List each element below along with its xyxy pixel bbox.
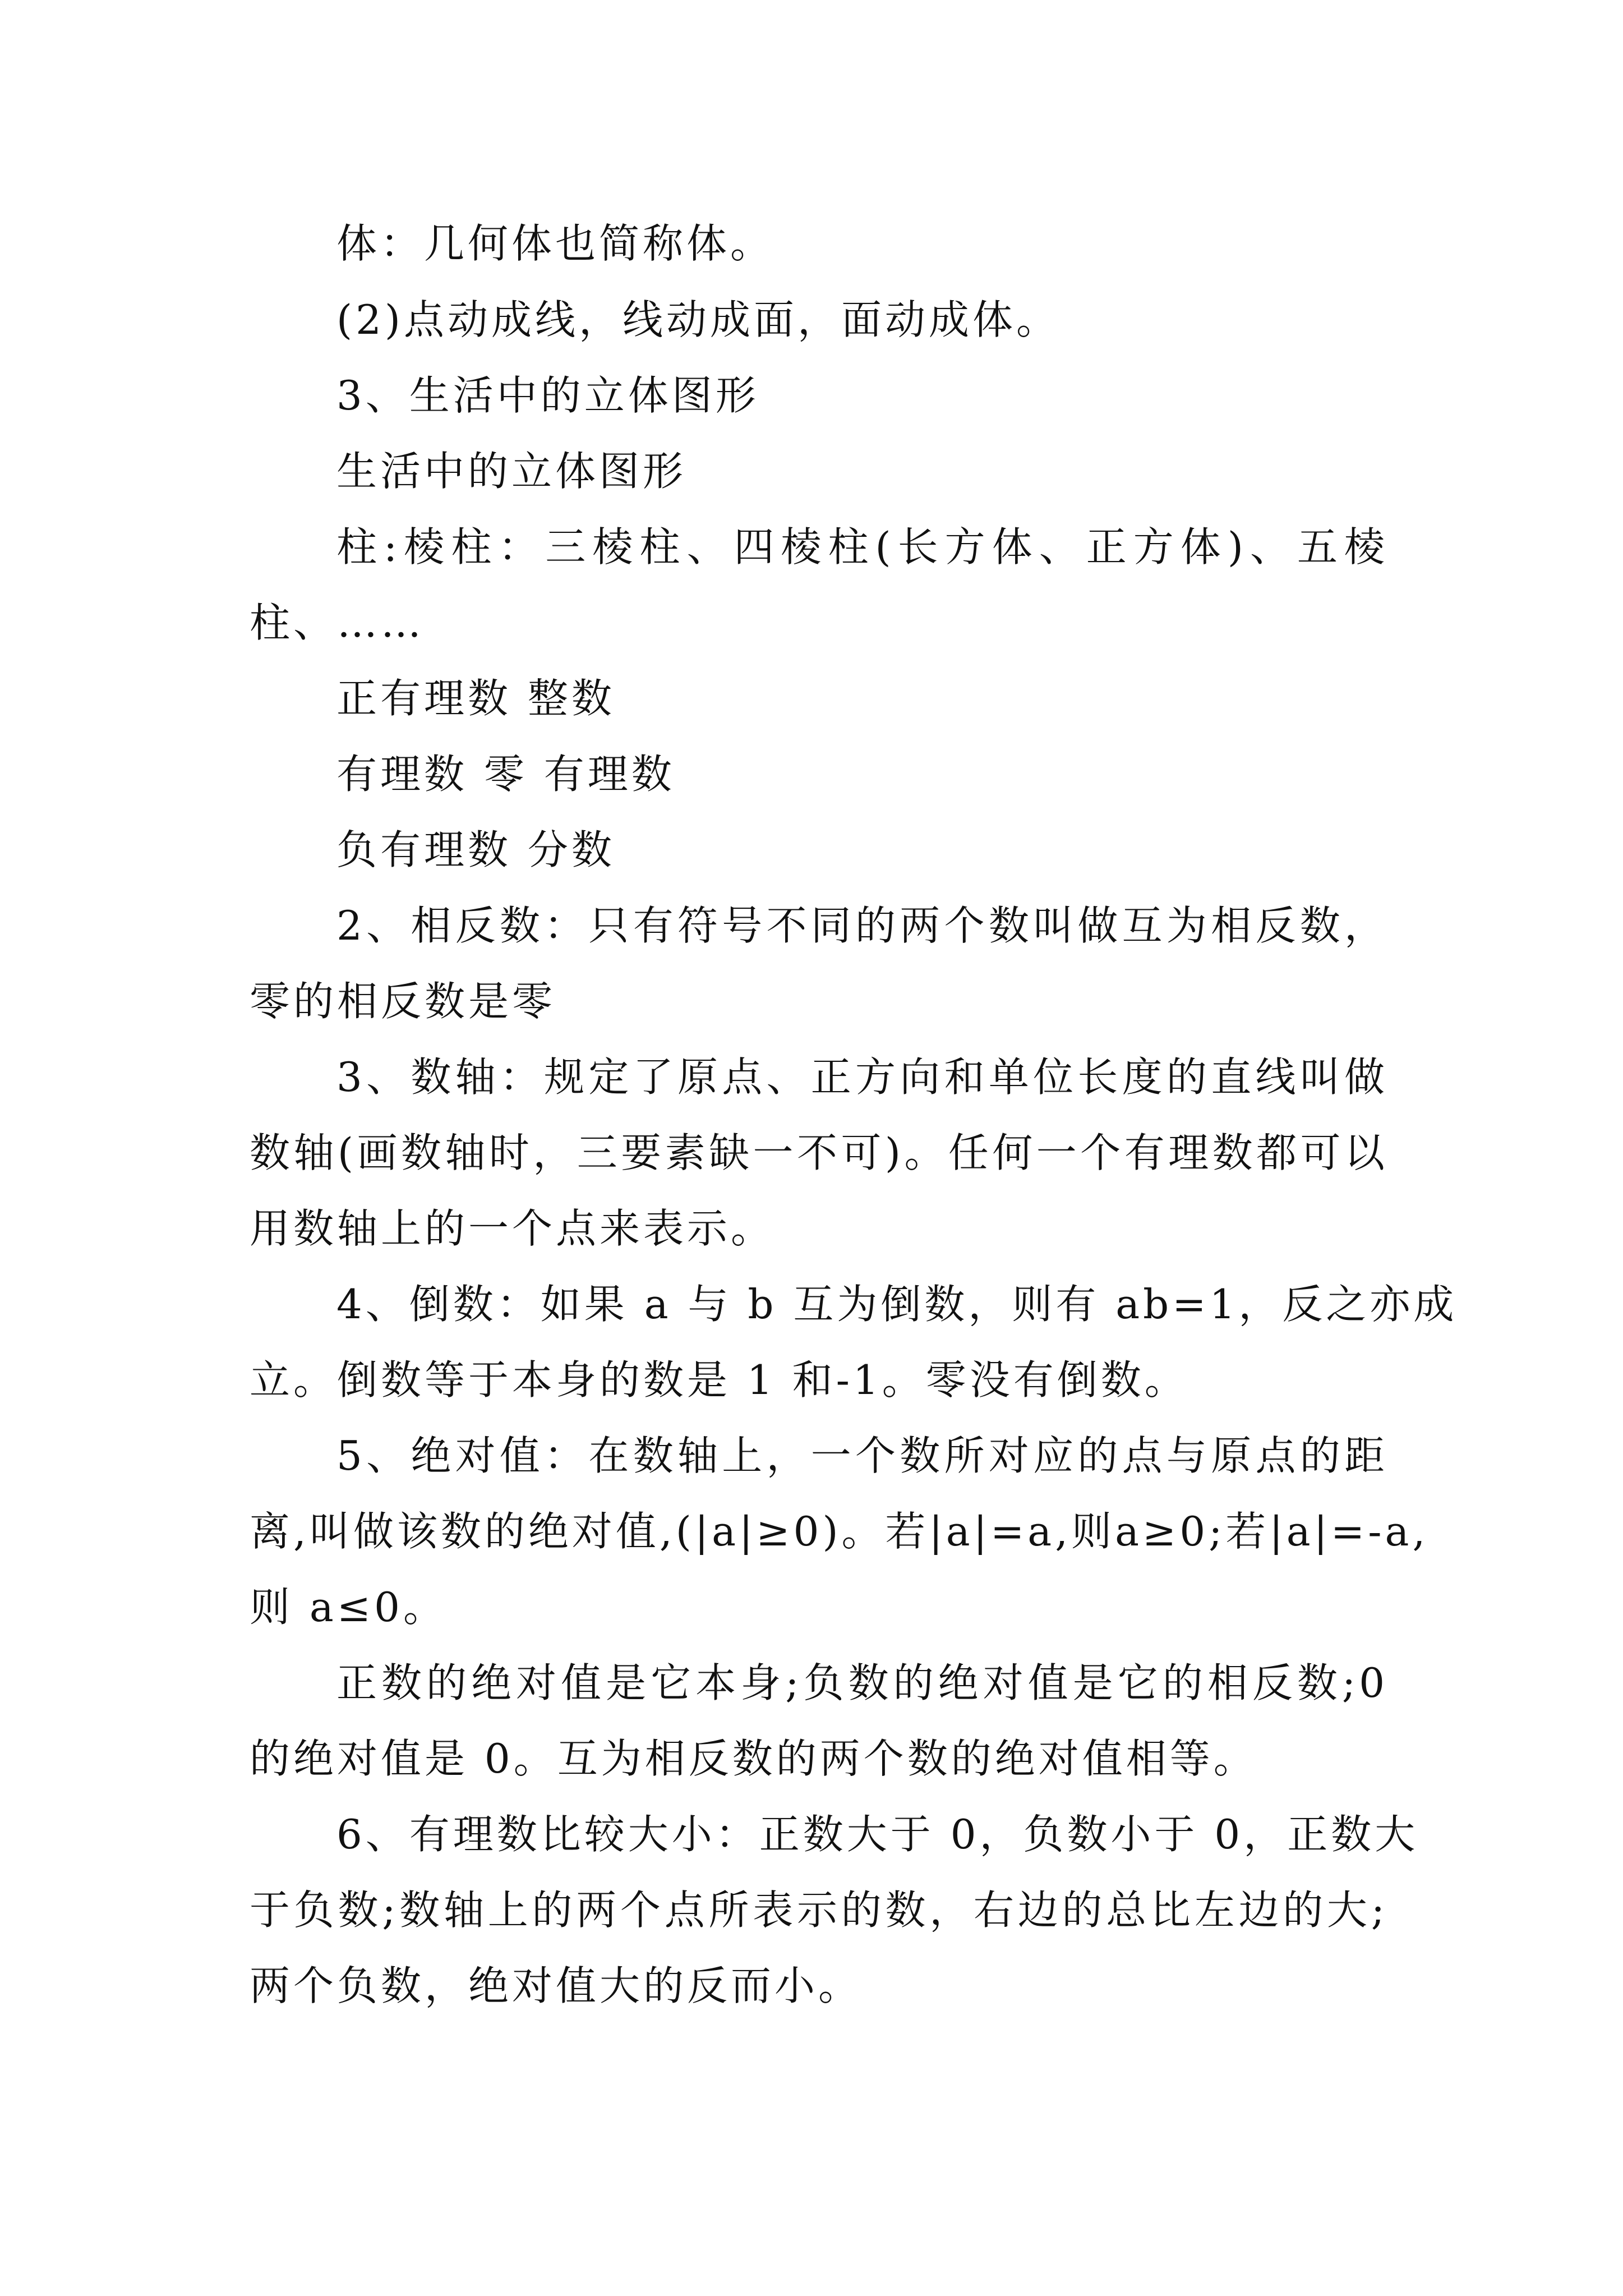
text-line: 离,叫做该数的绝对值,(|a|≥0)。若|a|=a,则a≥0;若|a|=-a, bbox=[250, 1508, 1429, 1555]
text-line: 正数的绝对值是它本身;负数的绝对值是它的相反数;0 bbox=[336, 1659, 1388, 1706]
text-line: 两个负数，绝对值大的反而小。 bbox=[250, 1962, 863, 2009]
text-line: 3、生活中的立体图形 bbox=[336, 372, 759, 419]
text-line: 用数轴上的一个点来表示。 bbox=[250, 1205, 775, 1252]
text-line: 零的相反数是零 bbox=[250, 978, 556, 1025]
text-line: 2、相反数：只有符号不同的两个数叫做互为相反数， bbox=[336, 902, 1388, 949]
text-line: 有理数 零 有理数 bbox=[336, 751, 675, 798]
text-line: 3、数轴：规定了原点、正方向和单位长度的直线叫做 bbox=[336, 1053, 1388, 1101]
text-line: 柱:棱柱：三棱柱、四棱柱(长方体、正方体)、五棱 bbox=[336, 523, 1388, 570]
text-line: 正有理数 整数 bbox=[336, 675, 615, 722]
text-line: 数轴(画数轴时，三要素缺一不可)。任何一个有理数都可以 bbox=[250, 1129, 1388, 1176]
text-line: 立。倒数等于本身的数是 1 和-1。零没有倒数。 bbox=[250, 1356, 1188, 1404]
text-line: 柱、…… bbox=[250, 599, 425, 646]
text-line: 4、倒数：如果 a 与 b 互为倒数，则有 ab=1，反之亦成 bbox=[336, 1281, 1458, 1328]
text-line: 的绝对值是 0。互为相反数的两个数的绝对值相等。 bbox=[250, 1735, 1257, 1782]
text-line: (2)点动成线，线动成面，面动成体。 bbox=[336, 296, 1060, 343]
text-line: 生活中的立体图形 bbox=[336, 448, 687, 495]
text-line: 于负数;数轴上的两个点所表示的数，右边的总比左边的大; bbox=[250, 1887, 1388, 1934]
text-line: 6、有理数比较大小：正数大于 0，负数小于 0，正数大 bbox=[336, 1811, 1419, 1858]
text-line: 负有理数 分数 bbox=[336, 826, 615, 873]
text-line: 5、绝对值：在数轴上，一个数所对应的点与原点的距 bbox=[336, 1432, 1388, 1479]
text-line: 则 a≤0。 bbox=[250, 1584, 447, 1631]
text-line: 体：几何体也简称体。 bbox=[336, 220, 774, 267]
